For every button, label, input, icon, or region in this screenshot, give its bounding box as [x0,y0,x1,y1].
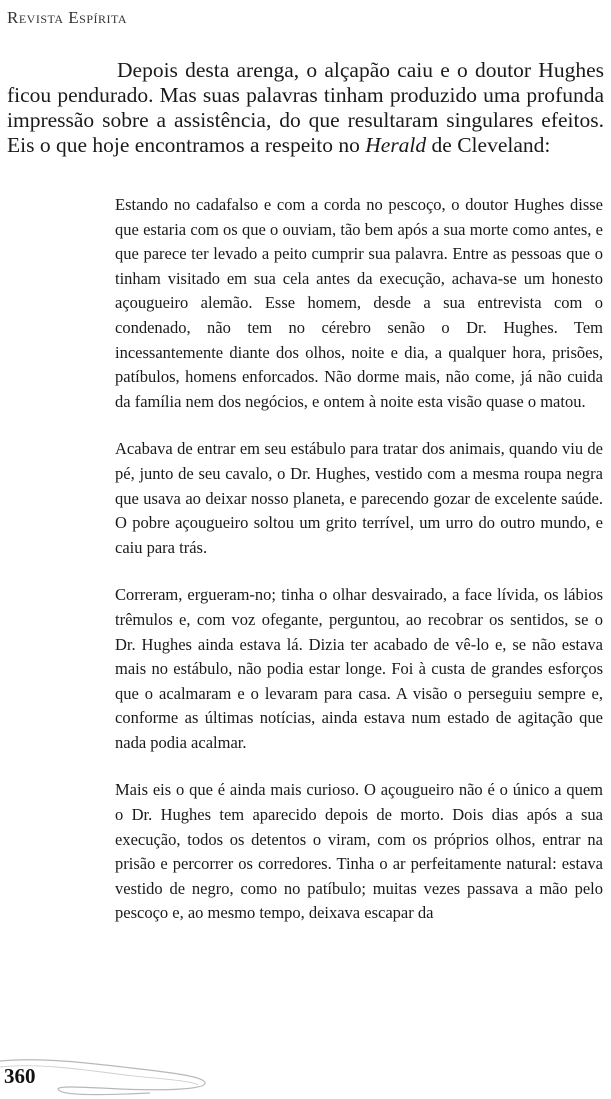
intro-before-em: Depois desta arenga, o alçapão caiu e o doutor Hughes ficou pendurado. Mas suas palavras tinham produzido uma profunda impressão sobre a assistência, do que resultaram singulares efeitos. Eis o que hoje encontramos a respeito no [7,58,604,157]
intro-text [7,58,604,158]
page-number: 360 [4,1064,36,1088]
quote-paragraph-3: Correram, ergueram-no; tinha o olhar desvairado, a face lívida, os lábios trêmulos e, com voz ofegante, perguntou, ao recobrar os sentidos, se o Dr. Hughes ainda estava lá. Dizia ter acabado de vê-lo e, se não estava mais no estábulo, não podia estar longe. Foi à custa de grandes esforços que o acalmaram e o levaram para casa. A visão o perseguiu sempre e, conforme as últimas notícias, ainda estava num estado de agitação que nada podia acalmar. [115,585,603,752]
quote-paragraph-4: Mais eis o que é ainda mais curioso. O açougueiro não é o único a quem o Dr. Hughes tem aparecido depois de morto. Dois dias após a sua execução, todos os detentos o viram, com os próprios olhos, entrar na prisão e percorrer os corredores. Tinha o ar perfeitamente natural: estava vestido de negro, como no patíbulo; muitas vezes passava a mão pelo pescoço e, ao mesmo tempo, deixava escapar da [115,780,603,923]
intro-paragraph [7,58,604,158]
block-quote [115,193,603,926]
intro-after-em: de Cleveland: [426,133,551,157]
running-header: Revista Espírita [7,8,128,27]
quote-paragraph-1: Estando no cadafalso e com a corda no pescoço, o doutor Hughes disse que estaria com os que o ouviam, tão bem após a sua morte como antes, e que parece ter levado a peito cumprir sua palavra. Entre as pessoas que o tinham visitado em sua cela antes da execução, achava-se um honesto açougueiro alemão. Esse homem, desde a sua entrevista com o condenado, não tem no cérebro senão o Dr. Hughes. Tem incessantemente diante dos olhos, noite e dia, a qualquer hora, prisões, patíbulos, homens enforcados. Não dorme mais, não come, já não cuida da família nem dos negócios, e ontem à noite esta visão quase o matou. [115,195,603,411]
newspaper-name: Herald [365,133,427,157]
quote-paragraph-2: Acabava de entrar em seu estábulo para tratar dos animais, quando viu de pé, junto de seu cavalo, o Dr. Hughes, vestido com a mesma roupa negra que usava ao deixar nosso planeta, e parecendo gozar de excelente saúde. O pobre açougueiro soltou um grito terrível, um urro do outro mundo, e caiu para trás. [115,439,603,557]
